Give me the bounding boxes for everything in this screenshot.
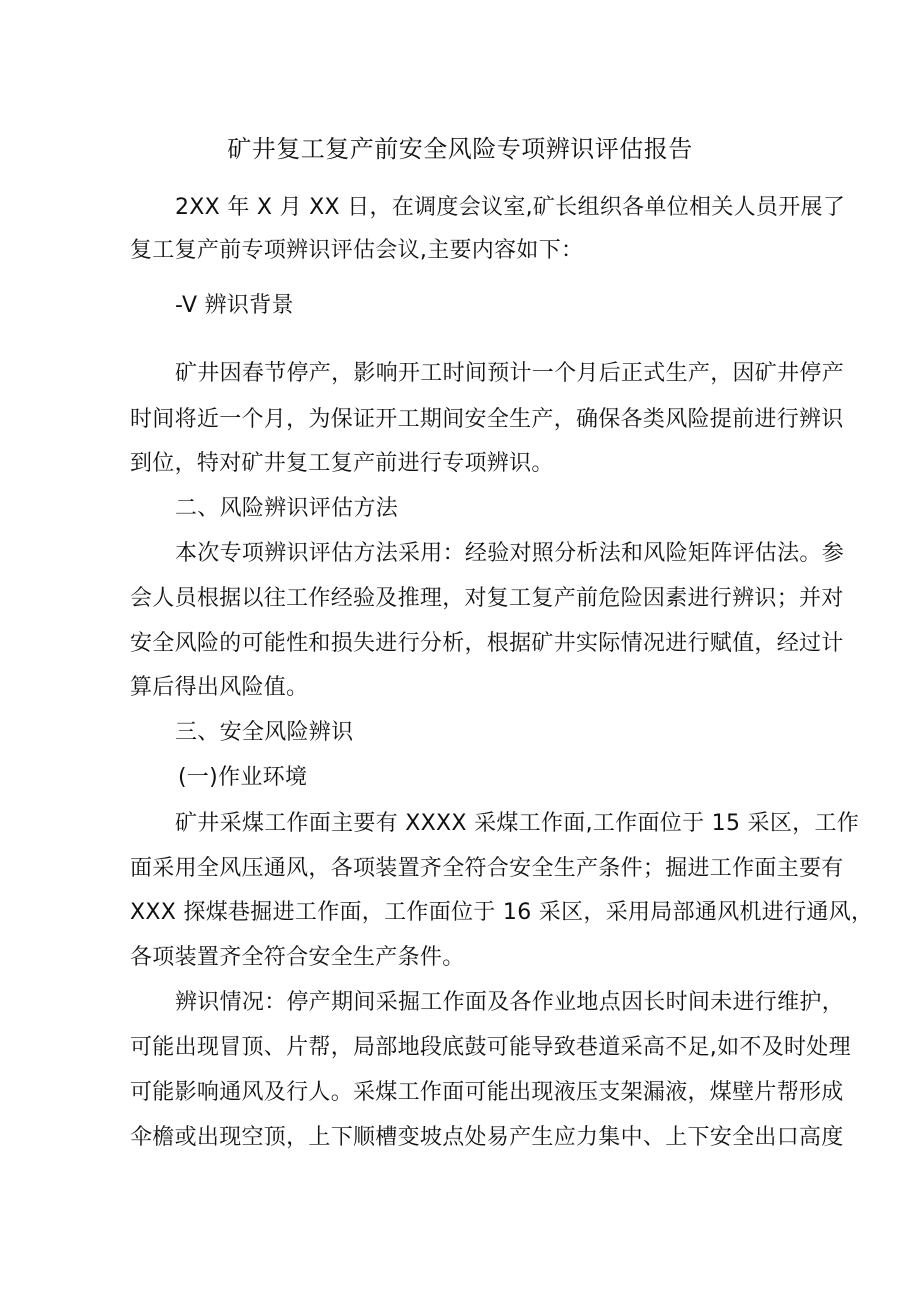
- section-1-line-2: 时间将近一个月，为保证开工期间安全生产，确保各类风险提前进行辨识: [130, 407, 844, 432]
- intro-line-1: 2XX 年 X 月 XX 日，在调度会议室,矿长组织各单位相关人员开展了: [175, 195, 846, 220]
- section-3-para1-line-3: XXX 探煤巷掘进工作面，工作面位于 16 采区，采用局部通风机进行通风，: [130, 900, 874, 925]
- section-3-subheading: (一)作业环境: [178, 765, 308, 790]
- section-3-para1-line-4: 各项装置齐全符合安全生产条件。: [130, 945, 465, 970]
- section-3-para1-line-2: 面采用全风压通风，各项装置齐全符合安全生产条件；掘进工作面主要有: [130, 856, 844, 881]
- section-3-para1-line-1: 矿井采煤工作面主要有 XXXX 采煤工作面,工作面位于 15 采区，工作: [175, 811, 860, 836]
- section-2-line-1: 本次专项辨识评估方法采用：经验对照分析法和风险矩阵评估法。参: [175, 541, 845, 566]
- section-3-para2-line-2: 可能出现冒顶、片帮，局部地段底鼓可能导致巷道采高不足,如不及时处理: [130, 1035, 851, 1060]
- section-3-para2-line-3: 可能影响通风及行人。采煤工作面可能出现液压支架漏液，煤壁片帮形成: [130, 1080, 844, 1105]
- intro-line-2: 复工复产前专项辨识评估会议,主要内容如下：: [130, 238, 584, 263]
- document-title: 矿井复工复产前安全风险专项辨识评估报告: [227, 135, 693, 163]
- section-3-para2-line-4: 伞檐或出现空顶，上下顺槽变坡点处易产生应力集中、上下安全出口高度: [130, 1125, 844, 1150]
- section-2-line-4: 算后得出风险值。: [130, 675, 309, 700]
- section-3-heading: 三、安全风险辨识: [175, 720, 354, 745]
- section-3-para2-line-1: 辨识情况：停产期间采掘工作面及各作业地点因长时间未进行维护，: [175, 990, 845, 1015]
- section-1-line-3: 到位，特对矿井复工复产前进行专项辨识。: [130, 451, 554, 476]
- section-2-line-2: 会人员根据以往工作经验及推理，对复工复产前危险因素进行辨识；并对: [130, 586, 844, 611]
- section-1-heading: -V 辨识背景: [175, 293, 294, 318]
- section-2-heading: 二、风险辨识评估方法: [175, 496, 399, 521]
- section-1-line-1: 矿井因春节停产，影响开工时间预计一个月后正式生产，因矿井停产: [175, 361, 845, 386]
- section-2-line-3: 安全风险的可能性和损失进行分析，根据矿井实际情况进行赋值，经过计: [130, 631, 844, 656]
